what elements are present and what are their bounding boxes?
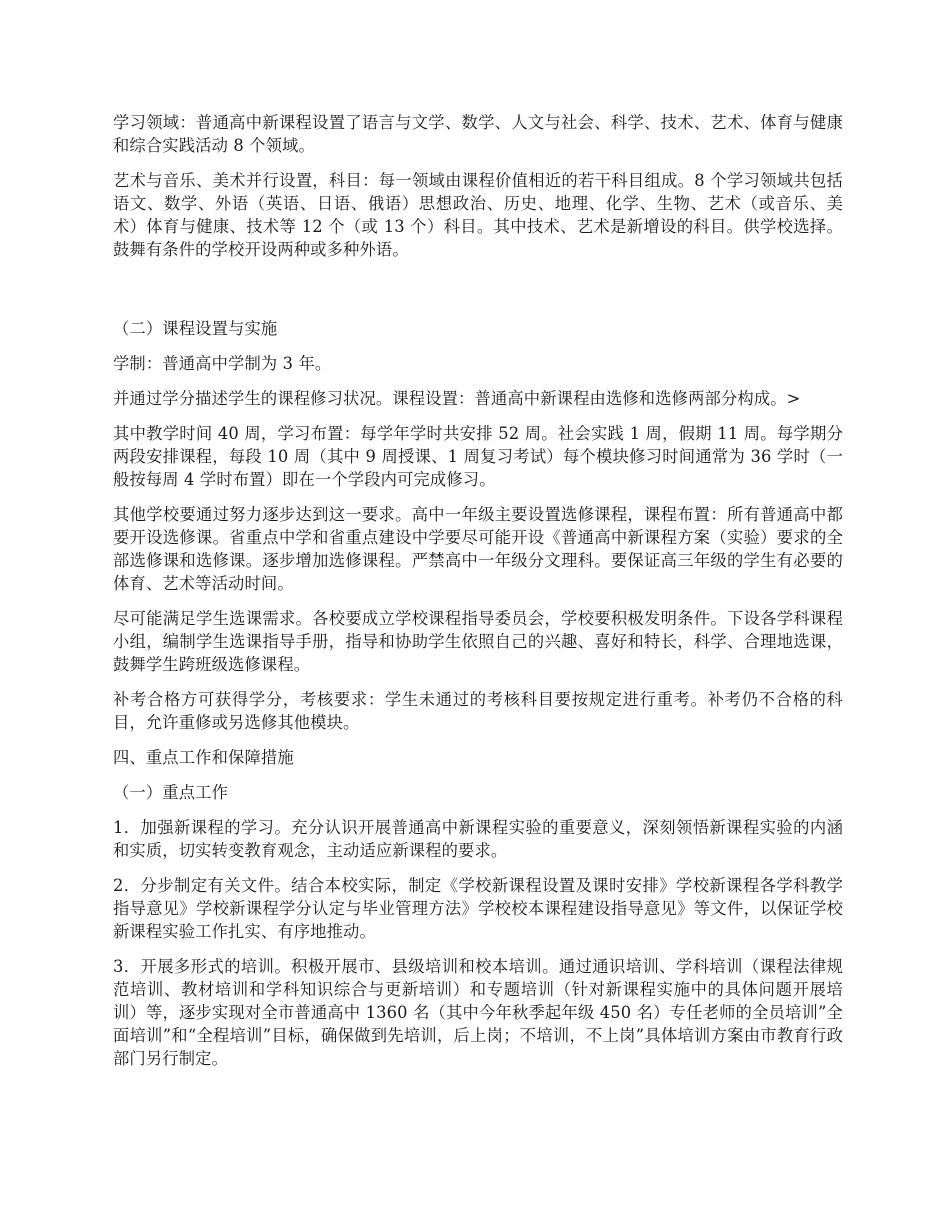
section-gap — [113, 273, 843, 317]
list-item-3-training: 3．开展多形式的培训。积极开展市、县级培训和校本培训。通过通识培训、学科培训（课程法律规范培训、教材培训和学科知识综合与更新培训）和专题培训（针对新课程实施中的具体问题开展培训）等，逐步实现对全市普通高中 1360 名（其中今年秋季起年级 450 名）专任老师的全员培训”全面培训”和“全程培训”目标，确保做到先培训，后上岗；不培训，不上岗”具体培训方案由市教育行政部门另行制定。 — [113, 957, 843, 1068]
paragraph-teaching-time: 其中教学时间 40 周，学习布置：每学年学时共安排 52 周。社会实践 1 周，假期 11 周。每学期分两段安排课程，每段 10 周（其中 9 周授课、1 周复习考试）每个模块修习时间通常为 36 学时（一般按每周 4 学时布置）即在一个学段内可完成修习。 — [113, 424, 843, 489]
list-item-2-documents: 2．分步制定有关文件。结合本校实际，制定《学校新课程设置及课时安排》学校新课程各学科教学指导意见》学校新课程学分认定与毕业管理方法》学校校本课程建设指导意见》等文件，以保证学校新课程实验工作扎实、有序地推动。 — [113, 876, 843, 941]
paragraph-subjects: 艺术与音乐、美术并行设置，科目：每一领域由课程价值相近的若干科目组成。8 个学习领域共包括语文、数学、外语（英语、日语、俄语）思想政治、历史、地理、化学、生物、艺术（或音乐、美术）体育与健康、技术等 12 个（或 13 个）科目。其中技术、艺术是新增设的科目。供学校选择。鼓舞有条件的学校开设两种或多种外语。 — [113, 171, 843, 259]
section-heading-course-setup: （二）课程设置与实施 — [113, 319, 278, 338]
document-body — [113, 111, 843, 1082]
list-item-1-study: 1．加强新课程的学习。充分认识开展普通高中新课程实验的重要意义，深刻领悟新课程实验的内涵和实质，切实转变教育观念，主动适应新课程的要求。 — [113, 818, 843, 860]
paragraph-learning-areas: 学习领域：普通高中新课程设置了语言与文学、数学、人文与社会、科学、技术、艺术、体育与健康和综合实践活动 8 个领域。 — [113, 113, 843, 155]
paragraph-assessment: 补考合格方可获得学分，考核要求：学生未通过的考核科目要按规定进行重考。补考仍不合格的科目，允许重修或另选修其他模块。 — [113, 690, 843, 732]
paragraph-course-arrangement: 其他学校要通过努力逐步达到这一要求。高中一年级主要设置选修课程，课程布置：所有普通高中都要开设选修课。省重点中学和省重点建设中学要尽可能开设《普通高中新课程方案（实验）要求的全部选修课和选修课。逐步增加选修课程。严禁高中一年级分文理科。要保证高三年级的学生有必要的体育、艺术等活动时间。 — [113, 505, 843, 593]
paragraph-course-selection: 尽可能满足学生选课需求。各校要成立学校课程指导委员会，学校要积极发明条件。下设各学科课程小组，编制学生选课指导手册，指导和协助学生依照自己的兴趣、喜好和特长，科学、合理地选课，鼓舞学生跨班级选修课程。 — [113, 609, 843, 674]
paragraph-course-structure: 并通过学分描述学生的课程修习状况。课程设置：普通高中新课程由选修和选修两部分构成。> — [113, 389, 801, 408]
subsection-heading-key-work: （一）重点工作 — [113, 783, 229, 802]
section-heading-key-work: 四、重点工作和保障措施 — [113, 748, 294, 767]
paragraph-school-system: 学制：普通高中学制为 3 年。 — [113, 354, 332, 373]
